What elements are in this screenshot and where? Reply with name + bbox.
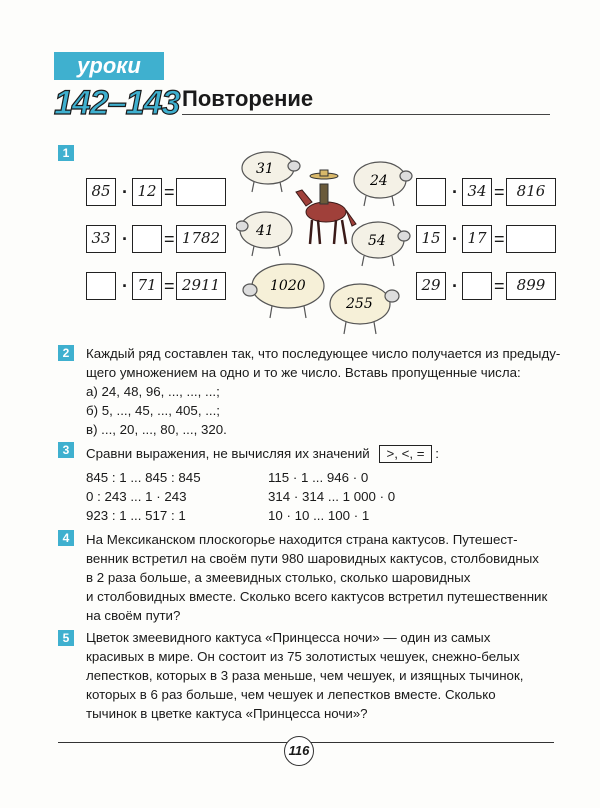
equation-result: 899 — [506, 272, 556, 300]
sheep-number: 31 — [256, 161, 274, 177]
multiply-sign: · — [122, 182, 128, 202]
text-line: На Мексиканском плоскогорье находится страна кактусов. Путешест- — [86, 532, 518, 547]
comparison-item: 314 · 314 ... 1 000 · 0 — [268, 489, 396, 504]
lesson-label: уроки — [54, 52, 164, 80]
exercise-2-number: 2 — [58, 345, 74, 361]
text-line: тычинок в цветке кактуса «Принцесса ночи»? — [86, 706, 368, 721]
exercise-2-text — [86, 344, 560, 439]
equation-factor-b: 34 — [462, 178, 492, 206]
equation-factor-a — [416, 178, 446, 206]
signs-box: >, <, = — [379, 445, 431, 463]
equals-sign: = — [164, 229, 175, 249]
exercise-1-number: 1 — [58, 145, 74, 161]
text-line: Каждый ряд составлен так, что последующее число получается из предыду- — [86, 346, 561, 361]
equation-factor-a: 15 — [416, 225, 446, 253]
comparison-item: 845 : 1 ... 845 : 845 — [86, 470, 201, 485]
title-underline — [182, 114, 550, 115]
equals-sign: = — [494, 182, 505, 202]
equation-factor-b: 71 — [132, 272, 162, 300]
exercise-4-number: 4 — [58, 530, 74, 546]
equation-result — [176, 178, 226, 206]
equation-factor-b — [132, 225, 162, 253]
exercise-5-number: 5 — [58, 630, 74, 646]
text-line: которых в 6 раз больше, чем чешуек и лепестков вместе. Сколько — [86, 687, 496, 702]
comparison-item: 10 · 10 ... 100 · 1 — [268, 508, 370, 523]
equation-result: 2911 — [176, 272, 226, 300]
text-line: щего умножением на одно и то же число. Вставь пропущенные числа: — [86, 365, 521, 380]
text-line: венник встретил на своём пути 980 шаровидных кактусов, столбовидных — [86, 551, 539, 566]
page-number: 116 — [284, 736, 314, 766]
page-title: Повторение — [182, 86, 314, 111]
multiply-sign: · — [452, 182, 458, 202]
equation-result — [506, 225, 556, 253]
equation-factor-a: 85 — [86, 178, 116, 206]
equation-factor-b: 17 — [462, 225, 492, 253]
equals-sign: = — [164, 182, 175, 202]
exercise-3-right-column — [268, 468, 395, 525]
comparison-item: 115 · 1 ... 946 · 0 — [268, 470, 369, 485]
multiply-sign: · — [122, 229, 128, 249]
text-line: б) 5, ..., 45, ..., 405, ...; — [86, 403, 220, 418]
lesson-numbers: 142–143 — [54, 84, 180, 122]
exercise-3-prompt — [86, 444, 439, 463]
text-line: и столбовидных вместе. Сколько всего кактусов встретил путешественник — [86, 589, 548, 604]
rider-icon — [310, 170, 338, 204]
text-line: Цветок змеевидного кактуса «Принцесса ночи» — один из самых — [86, 630, 491, 645]
equation-factor-a — [86, 272, 116, 300]
sheep-number: 41 — [256, 223, 274, 239]
text-line: в 2 раза больше, а змеевидных столько, сколько шаровидных — [86, 570, 471, 585]
sheep-number: 255 — [346, 296, 373, 312]
multiply-sign: · — [122, 276, 128, 296]
equation-factor-a: 29 — [416, 272, 446, 300]
equation-result: 816 — [506, 178, 556, 206]
equation-factor-b: 12 — [132, 178, 162, 206]
comparison-item: 0 : 243 ... 1 · 243 — [86, 489, 187, 504]
equation-factor-b — [462, 272, 492, 300]
sheep-illustration — [236, 140, 416, 340]
prompt-colon: : — [435, 446, 439, 461]
sheep-number: 24 — [370, 173, 388, 189]
text-line: на своём пути? — [86, 608, 181, 623]
multiply-sign: · — [452, 229, 458, 249]
text-line: красивых в мире. Он состоит из 75 золотистых чешуек, снежно-белых — [86, 649, 520, 664]
sheep-number: 1020 — [270, 278, 306, 294]
equals-sign: = — [164, 276, 175, 296]
exercise-5-text — [86, 628, 523, 723]
equation-factor-a: 33 — [86, 225, 116, 253]
multiply-sign: · — [452, 276, 458, 296]
sheep-number: 54 — [368, 233, 386, 249]
equation-result: 1782 — [176, 225, 226, 253]
exercise-4-text — [86, 530, 547, 625]
equals-sign: = — [494, 276, 505, 296]
equals-sign: = — [494, 229, 505, 249]
prompt-text: Сравни выражения, не вычисляя их значений — [86, 446, 370, 461]
exercise-3-number: 3 — [58, 442, 74, 458]
comparison-item: 923 : 1 ... 517 : 1 — [86, 508, 186, 523]
text-line: а) 24, 48, 96, ..., ..., ...; — [86, 384, 220, 399]
text-line: лепестков, которых в 3 раза меньше, чем чешуек, и изящных тычинок, — [86, 668, 524, 683]
exercise-3-left-column — [86, 468, 201, 525]
text-line: в) ..., 20, ..., 80, ..., 320. — [86, 422, 227, 437]
